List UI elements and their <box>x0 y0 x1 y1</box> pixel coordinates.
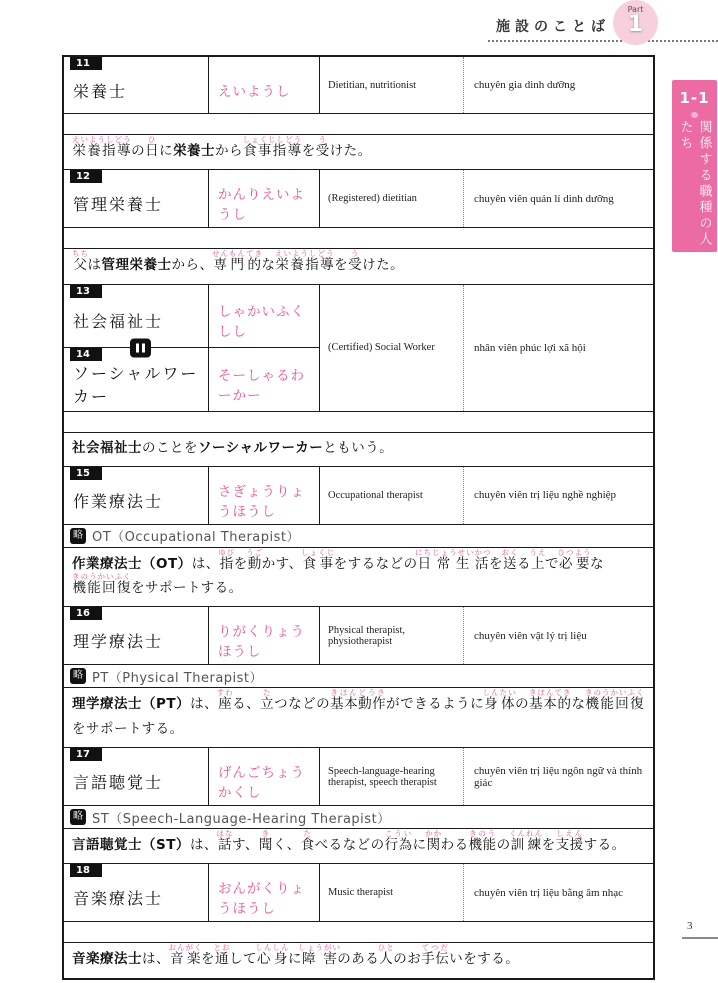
hiragana-reading: かんりえいようし <box>218 187 305 224</box>
example-segment: 食た <box>300 829 315 854</box>
abbreviation-text: PT（Physical Therapist） <box>92 670 264 686</box>
example-segment: 上うえ <box>529 547 547 572</box>
spacer-row <box>64 922 653 943</box>
spacer-row <box>64 114 653 135</box>
example-sentence <box>64 548 653 607</box>
reading-cell <box>209 285 319 348</box>
example-segment: べるなどの <box>314 837 385 854</box>
example-segment: いをする。 <box>449 951 520 968</box>
example-segment: に <box>412 837 427 854</box>
example-segment: 聞き <box>258 829 273 854</box>
example-segment: けた。 <box>329 143 372 159</box>
kanji-cell <box>64 864 209 921</box>
kanji-term: 音楽療法士 <box>73 889 164 909</box>
entry-number-badge: 14 <box>70 348 102 361</box>
spacer-row <box>64 228 653 249</box>
synonym-link-icon <box>130 338 151 357</box>
example-segment: 障害しょうがい <box>298 943 341 968</box>
example-segment: を <box>233 555 248 572</box>
example-segment: をサポートする。 <box>72 720 184 737</box>
vocab-entry <box>64 748 653 864</box>
english-translation: Occupational therapist <box>320 467 464 524</box>
entry-number-badge: 11 <box>70 57 102 70</box>
example-segment: 理学療法士（PT） <box>72 696 191 713</box>
example-segment: 座すわ <box>216 688 234 713</box>
vietnamese-translation: nhân viên phúc lợi xã hội <box>474 341 586 354</box>
example-segment: 通とお <box>213 943 231 968</box>
example-segment: で <box>544 555 559 572</box>
abbreviation-row <box>64 665 653 688</box>
example-segment: のある <box>337 951 380 968</box>
term-left-group <box>64 57 320 113</box>
example-segment: は、 <box>142 951 170 968</box>
entry-number-badge: 17 <box>70 748 102 761</box>
vietnamese-translation: chuyên viên trị liệu nghề nghiệp <box>474 489 617 502</box>
link-bar <box>142 343 145 352</box>
part-label: Part <box>627 5 644 14</box>
entry-number-badge: 12 <box>70 170 102 183</box>
vietnamese-translation: chuyên viên trị liệu ngôn ngữ và thính giác <box>474 764 643 789</box>
vocab-entry <box>64 285 653 467</box>
example-sentence <box>64 829 653 863</box>
link-bar <box>136 343 139 352</box>
example-sentence <box>64 943 653 977</box>
kanji-cell <box>64 348 209 411</box>
example-segment: 食事しょくじ <box>301 547 336 572</box>
bullet-icon <box>691 112 698 118</box>
kanji-term: 社会福祉士 <box>73 312 164 332</box>
example-segment: 送おく <box>501 547 519 572</box>
term-row <box>64 285 653 412</box>
example-segment: 食事指導しょくじしどう <box>242 135 303 159</box>
example-segment: 立た <box>260 688 275 713</box>
english-translation: Speech-language-hearing therapist, speech therapist <box>320 748 464 805</box>
kanji-cell <box>64 607 209 664</box>
reading-cell <box>209 57 319 113</box>
example-segment: 基本的きほんてき <box>529 688 572 713</box>
example-segment: ができるように <box>386 696 485 713</box>
vocab-entry <box>64 864 653 977</box>
kanji-cell <box>64 748 209 805</box>
example-segment: のことを <box>142 439 198 456</box>
reading-cell <box>209 467 319 524</box>
term-sub-row <box>64 864 319 921</box>
example-segment: して <box>229 951 257 968</box>
abbreviation-icon: 略 <box>70 528 86 544</box>
example-segment: 必要ひつよう <box>557 547 592 572</box>
vietnamese-translation: chuyên viên vật lý trị liệu <box>474 629 587 642</box>
term-row <box>64 170 653 228</box>
term-row <box>64 57 653 114</box>
example-segment: ソーシャルワーカー <box>198 439 324 456</box>
vocab-entry <box>64 170 653 284</box>
vietnamese-translation: chuyên viên trị liệu bằng âm nhạc <box>474 886 624 899</box>
kanji-term: 管理栄養士 <box>73 195 164 215</box>
kanji-cell <box>64 170 209 227</box>
hiragana-reading: さぎょうりょうほうし <box>218 483 305 520</box>
example-segment: を <box>201 951 215 968</box>
section-number: 1-1 <box>679 89 710 107</box>
example-segment: 栄養士 <box>173 143 216 159</box>
example-segment: 行為こうい <box>384 829 413 854</box>
english-translation: (Certified) Social Worker <box>320 285 464 411</box>
example-segment: 日常生活にちじょうせいかつ <box>415 547 492 572</box>
example-segment: 機能きのう <box>468 829 497 854</box>
example-sentence <box>64 433 653 466</box>
kanji-term: 理学療法士 <box>73 632 164 652</box>
vietnamese-translation: chuyên gia dinh dưỡng <box>474 79 576 91</box>
vietnamese-translation: chuyên viên quản lí dinh dưỡng <box>474 192 614 205</box>
example-segment: は、 <box>190 696 219 713</box>
kanji-cell <box>64 57 209 113</box>
kanji-cell <box>64 467 209 524</box>
example-segment: 手伝てつだ <box>421 943 450 968</box>
term-left-group <box>64 170 320 227</box>
example-segment: 動うご <box>246 547 264 572</box>
header-dotted-rule <box>488 40 718 42</box>
reading-cell <box>209 348 319 411</box>
example-segment: わる <box>440 837 469 854</box>
example-segment: る、 <box>232 696 261 713</box>
example-segment: を <box>541 837 556 854</box>
example-segment: かす、 <box>261 555 303 572</box>
term-row <box>64 607 653 665</box>
term-sub-row <box>64 347 319 411</box>
example-segment: 作業療法士（OT） <box>72 555 192 572</box>
example-segment: く、 <box>272 837 301 854</box>
example-segment: 父ちち <box>72 249 89 274</box>
example-segment: る <box>516 555 531 572</box>
example-segment: 訓練くんれん <box>509 829 544 854</box>
entry-number-badge: 18 <box>70 864 102 877</box>
example-segment: 言語聴覚士（ST） <box>72 837 190 854</box>
example-segment: に <box>159 143 174 159</box>
reading-cell <box>209 748 319 805</box>
example-segment: は <box>87 257 102 274</box>
term-row <box>64 864 653 922</box>
example-segment: けた。 <box>362 257 405 274</box>
section-title: 関係する職種の人たち <box>677 119 712 248</box>
example-segment: は、 <box>191 555 220 572</box>
page-number: 3 <box>687 920 693 932</box>
example-segment: 機能回復きのうかいふく <box>585 688 645 713</box>
example-segment: を <box>488 555 503 572</box>
example-segment: をするなどの <box>333 555 418 572</box>
hiragana-reading: そーしゃるわーかー <box>218 367 305 404</box>
hiragana-reading: りがくりょうほうし <box>218 624 305 661</box>
example-segment: な <box>261 257 276 274</box>
example-segment: 基本動作きほんどうさ <box>330 688 387 713</box>
english-translation: Dietitian, nutritionist <box>320 57 464 113</box>
term-sub-row <box>64 57 319 113</box>
example-segment: 栄養指導えいようしどう <box>72 135 132 159</box>
example-segment: に <box>288 951 302 968</box>
abbreviation-row <box>64 806 653 829</box>
entry-number-badge: 15 <box>70 467 102 480</box>
abbreviation-text: ST（Speech-Language-Hearing Therapist） <box>92 811 391 827</box>
term-sub-row <box>64 170 319 227</box>
term-left-group <box>64 607 320 664</box>
english-translation: Music therapist <box>320 864 464 921</box>
example-segment: 人ひと <box>377 943 395 968</box>
example-segment: 心身しんしん <box>255 943 290 968</box>
term-row <box>64 467 653 525</box>
example-segment: 音楽おんがく <box>168 943 203 968</box>
term-row <box>64 748 653 806</box>
example-segment: の <box>515 696 530 713</box>
example-segment: から、 <box>171 257 214 274</box>
example-segment: 社会福祉士 <box>72 439 142 456</box>
example-segment: 受う <box>348 249 363 274</box>
example-segment: は、 <box>189 837 218 854</box>
example-segment: 管理栄養士 <box>101 257 172 274</box>
example-segment: す、 <box>231 837 259 854</box>
example-segment: の <box>131 143 146 159</box>
part-number: 1 <box>627 12 644 37</box>
term-left-group <box>64 864 320 921</box>
entry-number-badge: 13 <box>70 285 102 298</box>
example-segment: する。 <box>583 837 626 854</box>
example-segment: 音楽療法士 <box>72 951 142 968</box>
abbreviation-icon: 略 <box>70 668 86 684</box>
kanji-term: 栄養士 <box>73 81 128 101</box>
example-segment: 身体しんたい <box>482 688 517 713</box>
term-left-group <box>64 285 320 411</box>
abbreviation-icon: 略 <box>70 809 86 825</box>
term-sub-row <box>64 748 319 805</box>
hiragana-reading: おんがくりょうほうし <box>218 881 305 918</box>
example-segment: 指ゆび <box>218 547 236 572</box>
abbreviation-row <box>64 525 653 548</box>
vocab-entry <box>64 57 653 170</box>
example-segment: を <box>334 257 349 274</box>
kanji-term: ソーシャルワーカー <box>73 364 199 407</box>
example-segment: をサポートする。 <box>131 580 243 597</box>
example-segment: な <box>589 555 604 572</box>
term-sub-row <box>64 285 319 348</box>
example-segment: 話はな <box>216 829 234 854</box>
reading-cell <box>209 864 319 921</box>
term-sub-row <box>64 467 319 524</box>
vocab-table <box>62 55 655 980</box>
section-tab <box>672 80 717 252</box>
term-sub-row <box>64 607 319 664</box>
term-left-group <box>64 748 320 805</box>
english-translation: (Registered) dietitian <box>320 170 464 227</box>
reading-cell <box>209 170 319 227</box>
example-segment: つなどの <box>274 696 331 713</box>
example-segment: な <box>571 696 586 713</box>
reading-cell <box>209 607 319 664</box>
example-segment: 受う <box>315 135 330 159</box>
hiragana-reading: げんごちょうかくし <box>218 765 305 802</box>
example-segment: のお <box>393 951 422 968</box>
term-left-group <box>64 467 320 524</box>
page-title: 施設のことば <box>496 19 610 35</box>
example-segment: の <box>496 837 511 854</box>
example-segment: 機能回復きのうかいふく <box>72 572 132 597</box>
example-segment: を <box>301 143 316 159</box>
part-badge <box>613 0 658 45</box>
entry-number-badge: 16 <box>70 607 102 620</box>
hiragana-reading: しゃかいふくしし <box>218 304 305 341</box>
vocab-entry <box>64 607 653 748</box>
kanji-term: 作業療法士 <box>73 491 164 511</box>
example-segment: から <box>215 143 244 159</box>
kanji-term: 言語聴覚士 <box>73 773 164 793</box>
english-translation: Physical therapist, physiotherapist <box>320 607 464 664</box>
abbreviation-text: OT（Occupational Therapist） <box>92 530 300 546</box>
example-sentence <box>64 688 653 747</box>
example-segment: 関かか <box>425 829 443 854</box>
hiragana-reading: えいようし <box>218 83 291 100</box>
example-segment: 栄養指導えいようしどう <box>275 249 335 274</box>
spacer-row <box>64 412 653 433</box>
example-segment: ともいう。 <box>323 439 394 456</box>
example-segment: 専門的せんもんてき <box>212 249 263 274</box>
example-segment: 日ひ <box>145 135 160 159</box>
vocab-entry <box>64 467 653 608</box>
example-segment: 支援しえん <box>555 829 584 854</box>
example-sentence <box>64 135 653 169</box>
footer-rule <box>682 937 718 939</box>
example-sentence <box>64 249 653 283</box>
